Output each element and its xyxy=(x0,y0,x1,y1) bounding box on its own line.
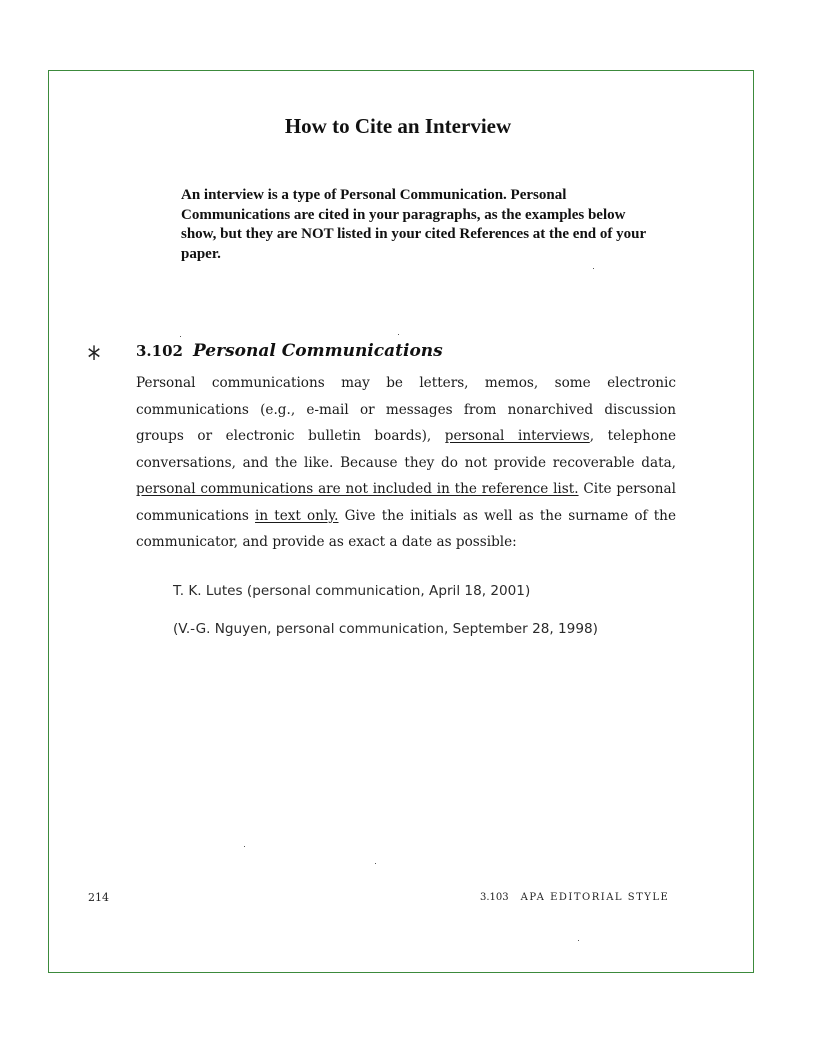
body-paragraph xyxy=(136,370,676,556)
running-head-text: APA EDITORIAL STYLE xyxy=(520,892,670,903)
underlined-not-in-reference-list: personal communications are not included in the reference list. xyxy=(136,481,579,497)
scan-speck xyxy=(244,846,245,847)
paragraph-text-1: Personal communications may be letters, memos, some electronic communications (e.g., e-mail or messages from nonarchived discussion groups or electronic bulletin boards), xyxy=(136,375,676,444)
citation-example-2: (V.-G. Nguyen, personal communication, September 28, 1998) xyxy=(173,621,598,637)
underlined-personal-interviews: personal interviews xyxy=(444,428,590,444)
section-number: 3.102 xyxy=(136,342,183,360)
scan-speck xyxy=(180,336,181,337)
running-head-number: 3.103 xyxy=(480,892,509,903)
underlined-in-text-only: in text only. xyxy=(255,507,339,524)
asterisk-margin-mark: * xyxy=(87,339,101,377)
page-title: How to Cite an Interview xyxy=(284,114,512,138)
paragraph-text-3: Cite personal communications xyxy=(136,481,676,524)
running-head xyxy=(480,892,669,903)
citation-example-1: T. K. Lutes (personal communication, April 18, 2001) xyxy=(173,583,531,599)
intro-paragraph: An interview is a type of Personal Communication. Personal Communications are cited in your paragraphs, as the examples below show, but they are NOT listed in your cited References at the end of your paper. xyxy=(181,187,646,262)
scan-speck xyxy=(578,940,579,941)
scan-speck xyxy=(375,863,376,864)
section-title: Personal Communications xyxy=(192,341,443,361)
section-heading xyxy=(136,341,443,361)
scan-speck xyxy=(398,334,399,335)
scan-speck xyxy=(593,268,594,269)
paragraph-text-4: Give the initials as well as the surname of the communicator, and provide as exact a date as possible: xyxy=(136,507,676,550)
page-number: 214 xyxy=(88,891,109,904)
paragraph-text-2: , telephone conversations, and the like. Because they do not provide recoverable data, xyxy=(136,428,676,471)
